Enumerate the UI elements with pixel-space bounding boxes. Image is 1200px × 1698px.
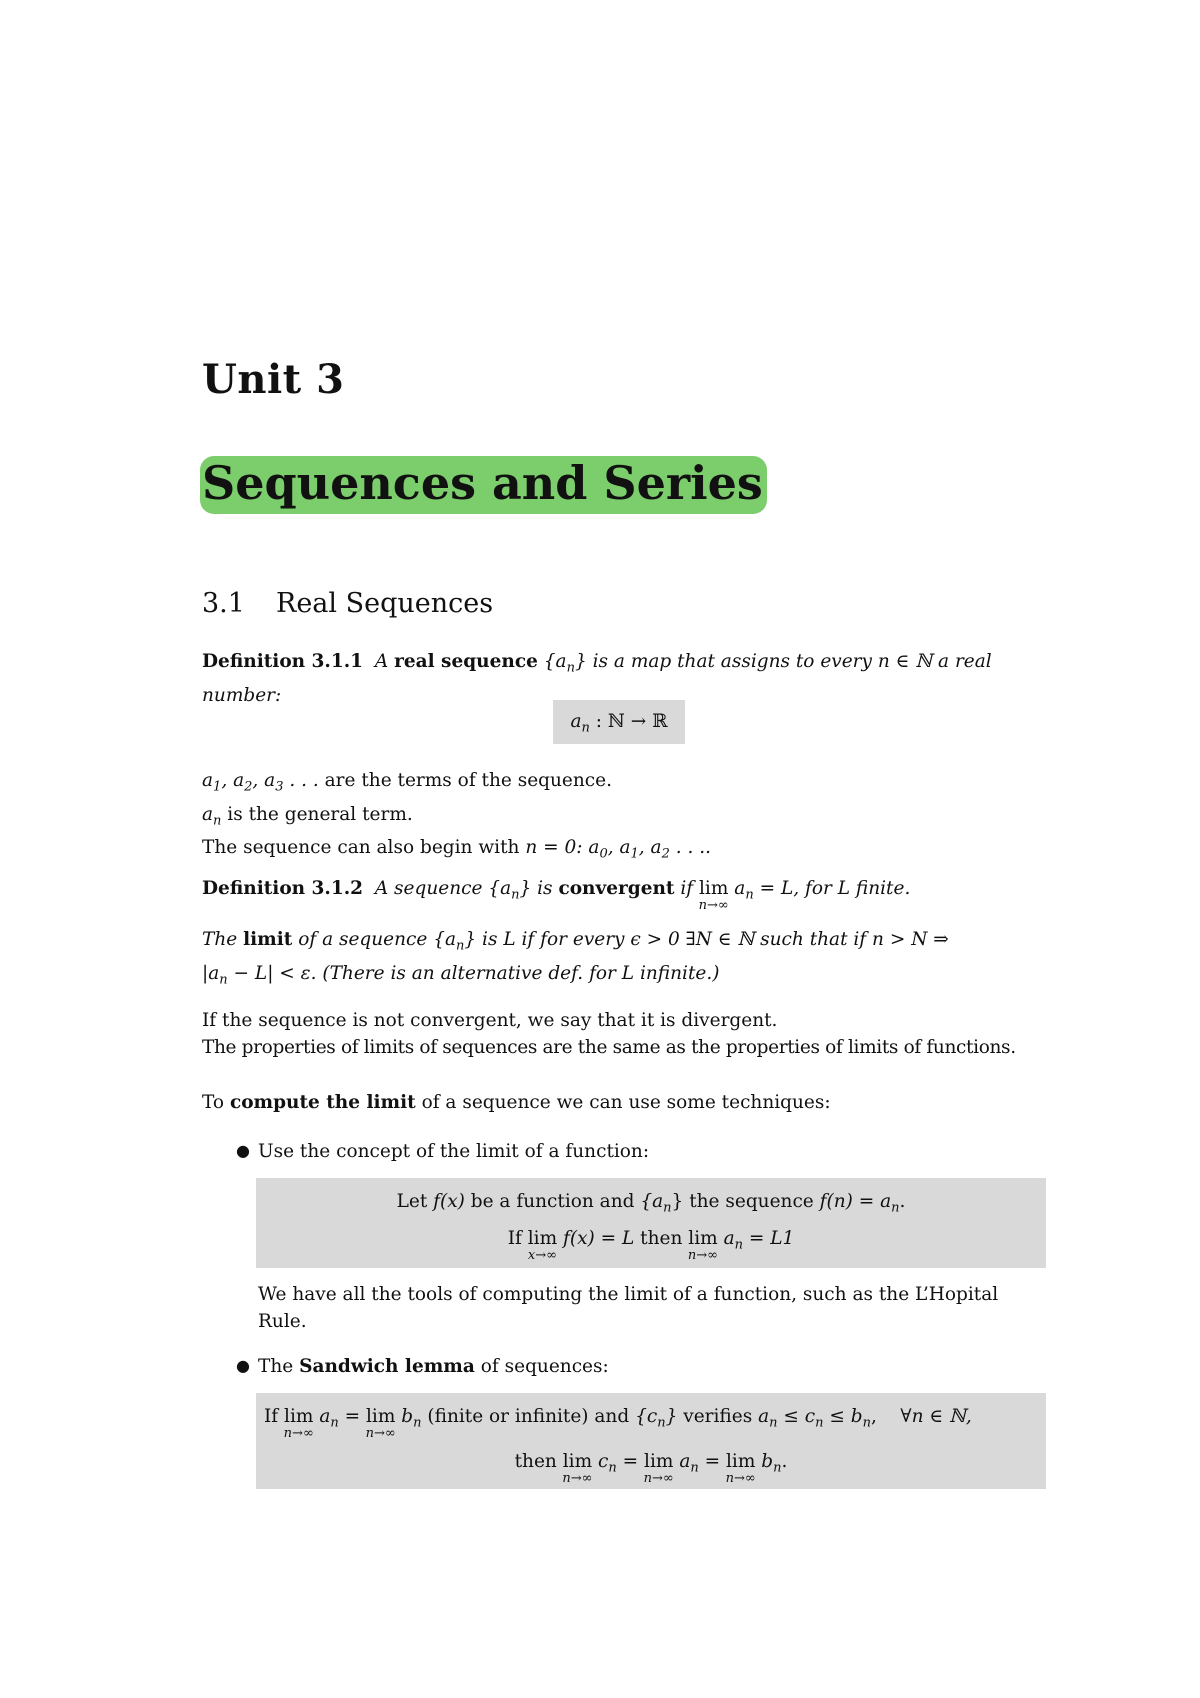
limit-def-term: limit xyxy=(243,929,293,950)
def1-text: } is a map that assigns to every xyxy=(574,651,872,672)
general-term-text: is the general term. xyxy=(227,803,413,825)
limit-def-text: The xyxy=(202,929,238,950)
formula-box-map: $a_n$ : ℕ → ℝ xyxy=(553,700,685,744)
bullet1-after-text: We have all the tools of computing the limit of a function, such as the L’Hopital Rule. xyxy=(258,1284,999,1332)
compute-term: compute the limit xyxy=(229,1092,416,1113)
definition-3-1-2: Definition 3.1.2 A sequence $\{a_n\}$ is convergent if lim n→∞ $a_n = L$, for L finite. xyxy=(202,875,1062,909)
limit-definition: The limit of a sequence $\{a_n\}$ is L if for every ϵ > 0 ∃N ∈ ℕ such that if n > N ⇒ $|a_n - L| < \varepsilon$. (There is an alternative def. for L infinite.) xyxy=(202,929,949,988)
begin-text: The sequence can also begin with xyxy=(202,837,520,859)
limit-operator: lim n→∞ xyxy=(698,878,729,913)
limit-def-text: } is L if for every ϵ > 0 ∃N ∈ ℕ such that if n > N ⇒ xyxy=(464,929,949,950)
compute-paragraph xyxy=(202,1089,1062,1116)
def1-text: A xyxy=(374,651,389,672)
terms-text: are the terms of the sequence. xyxy=(324,770,612,791)
bullet-icon: ● xyxy=(236,1141,250,1160)
definition-label: Definition 3.1.1 xyxy=(202,651,364,672)
def2-text: a xyxy=(734,878,746,899)
bullet-icon: ● xyxy=(236,1356,250,1375)
begin-text: n = 0: xyxy=(525,837,583,859)
def2-text: } is xyxy=(519,878,553,899)
def2-text: A sequence {a xyxy=(374,878,512,899)
formula: : ℕ → ℝ xyxy=(589,711,668,732)
properties-text: The properties of limits of sequences are the same as the properties of limits of functions. xyxy=(202,1037,1016,1058)
terms-paragraph: $a_1$, $a_2$, $a_3$ . . . are the terms of the sequence. $a_n$ is the general term. The sequence can also begin with n = 0: $a_0$, $a_1$, $a_2$ . . .. xyxy=(202,770,712,863)
bullet2-text: The Sandwich lemma of sequences: xyxy=(258,1356,609,1377)
limit-def-text: of a sequence {a xyxy=(298,929,457,950)
definition-label: Definition 3.1.2 xyxy=(202,878,364,899)
section-title: Real Sequences xyxy=(276,588,494,619)
compute-text: To xyxy=(202,1092,225,1113)
bullet1-text: Use the concept of the limit of a function: xyxy=(258,1141,650,1162)
def2-text: = L, for L finite. xyxy=(753,878,911,899)
def1-term: real sequence xyxy=(394,651,538,672)
def1-text: n ∈ ℕ a real xyxy=(877,651,992,672)
formula: a xyxy=(570,711,582,732)
section-number: 3.1 xyxy=(202,588,245,619)
def2-term: convergent xyxy=(558,878,675,899)
divergent-text: If the sequence is not convergent, we say that it is divergent. xyxy=(202,1010,778,1031)
definition-3-1-1: Definition 3.1.1 A real sequence $\{a_n\}$ is a map that assigns to every n ∈ ℕ a real number: xyxy=(202,651,992,706)
section-heading xyxy=(202,588,493,619)
divergence-paragraph xyxy=(202,1007,1082,1061)
def1-text: number: xyxy=(202,684,282,706)
compute-text: of a sequence we can use some techniques: xyxy=(421,1092,831,1113)
def2-text: if xyxy=(680,878,694,899)
chapter-title: Sequences and Series xyxy=(200,456,767,514)
formula-box-function-limit: Let f(x) be a function and $\{a_n\}$ the sequence $f(n) = a_n$. If lim x→∞ f(x) = L then lim n→∞ $a_n = L1$ xyxy=(256,1178,1046,1268)
formula-box-sandwich: If lim n→∞ $a_n = \lim$ n→∞ $b_n$ (finite or infinite) and $\{c_n\}$ verifies $a_n \le c_n \le b_n$, ∀n ∈ ℕ, then lim n→∞ $c_n = \lim$ n→∞ $a_n = \lim$ n→∞ $b_n$. xyxy=(256,1393,1046,1489)
unit-heading: Unit 3 xyxy=(202,356,345,403)
def1-text: {a xyxy=(543,651,567,672)
limit-def-text: − L| < ε. (There is an alternative def. for L infinite.) xyxy=(227,962,720,984)
limit-def-text: |a xyxy=(202,962,220,984)
